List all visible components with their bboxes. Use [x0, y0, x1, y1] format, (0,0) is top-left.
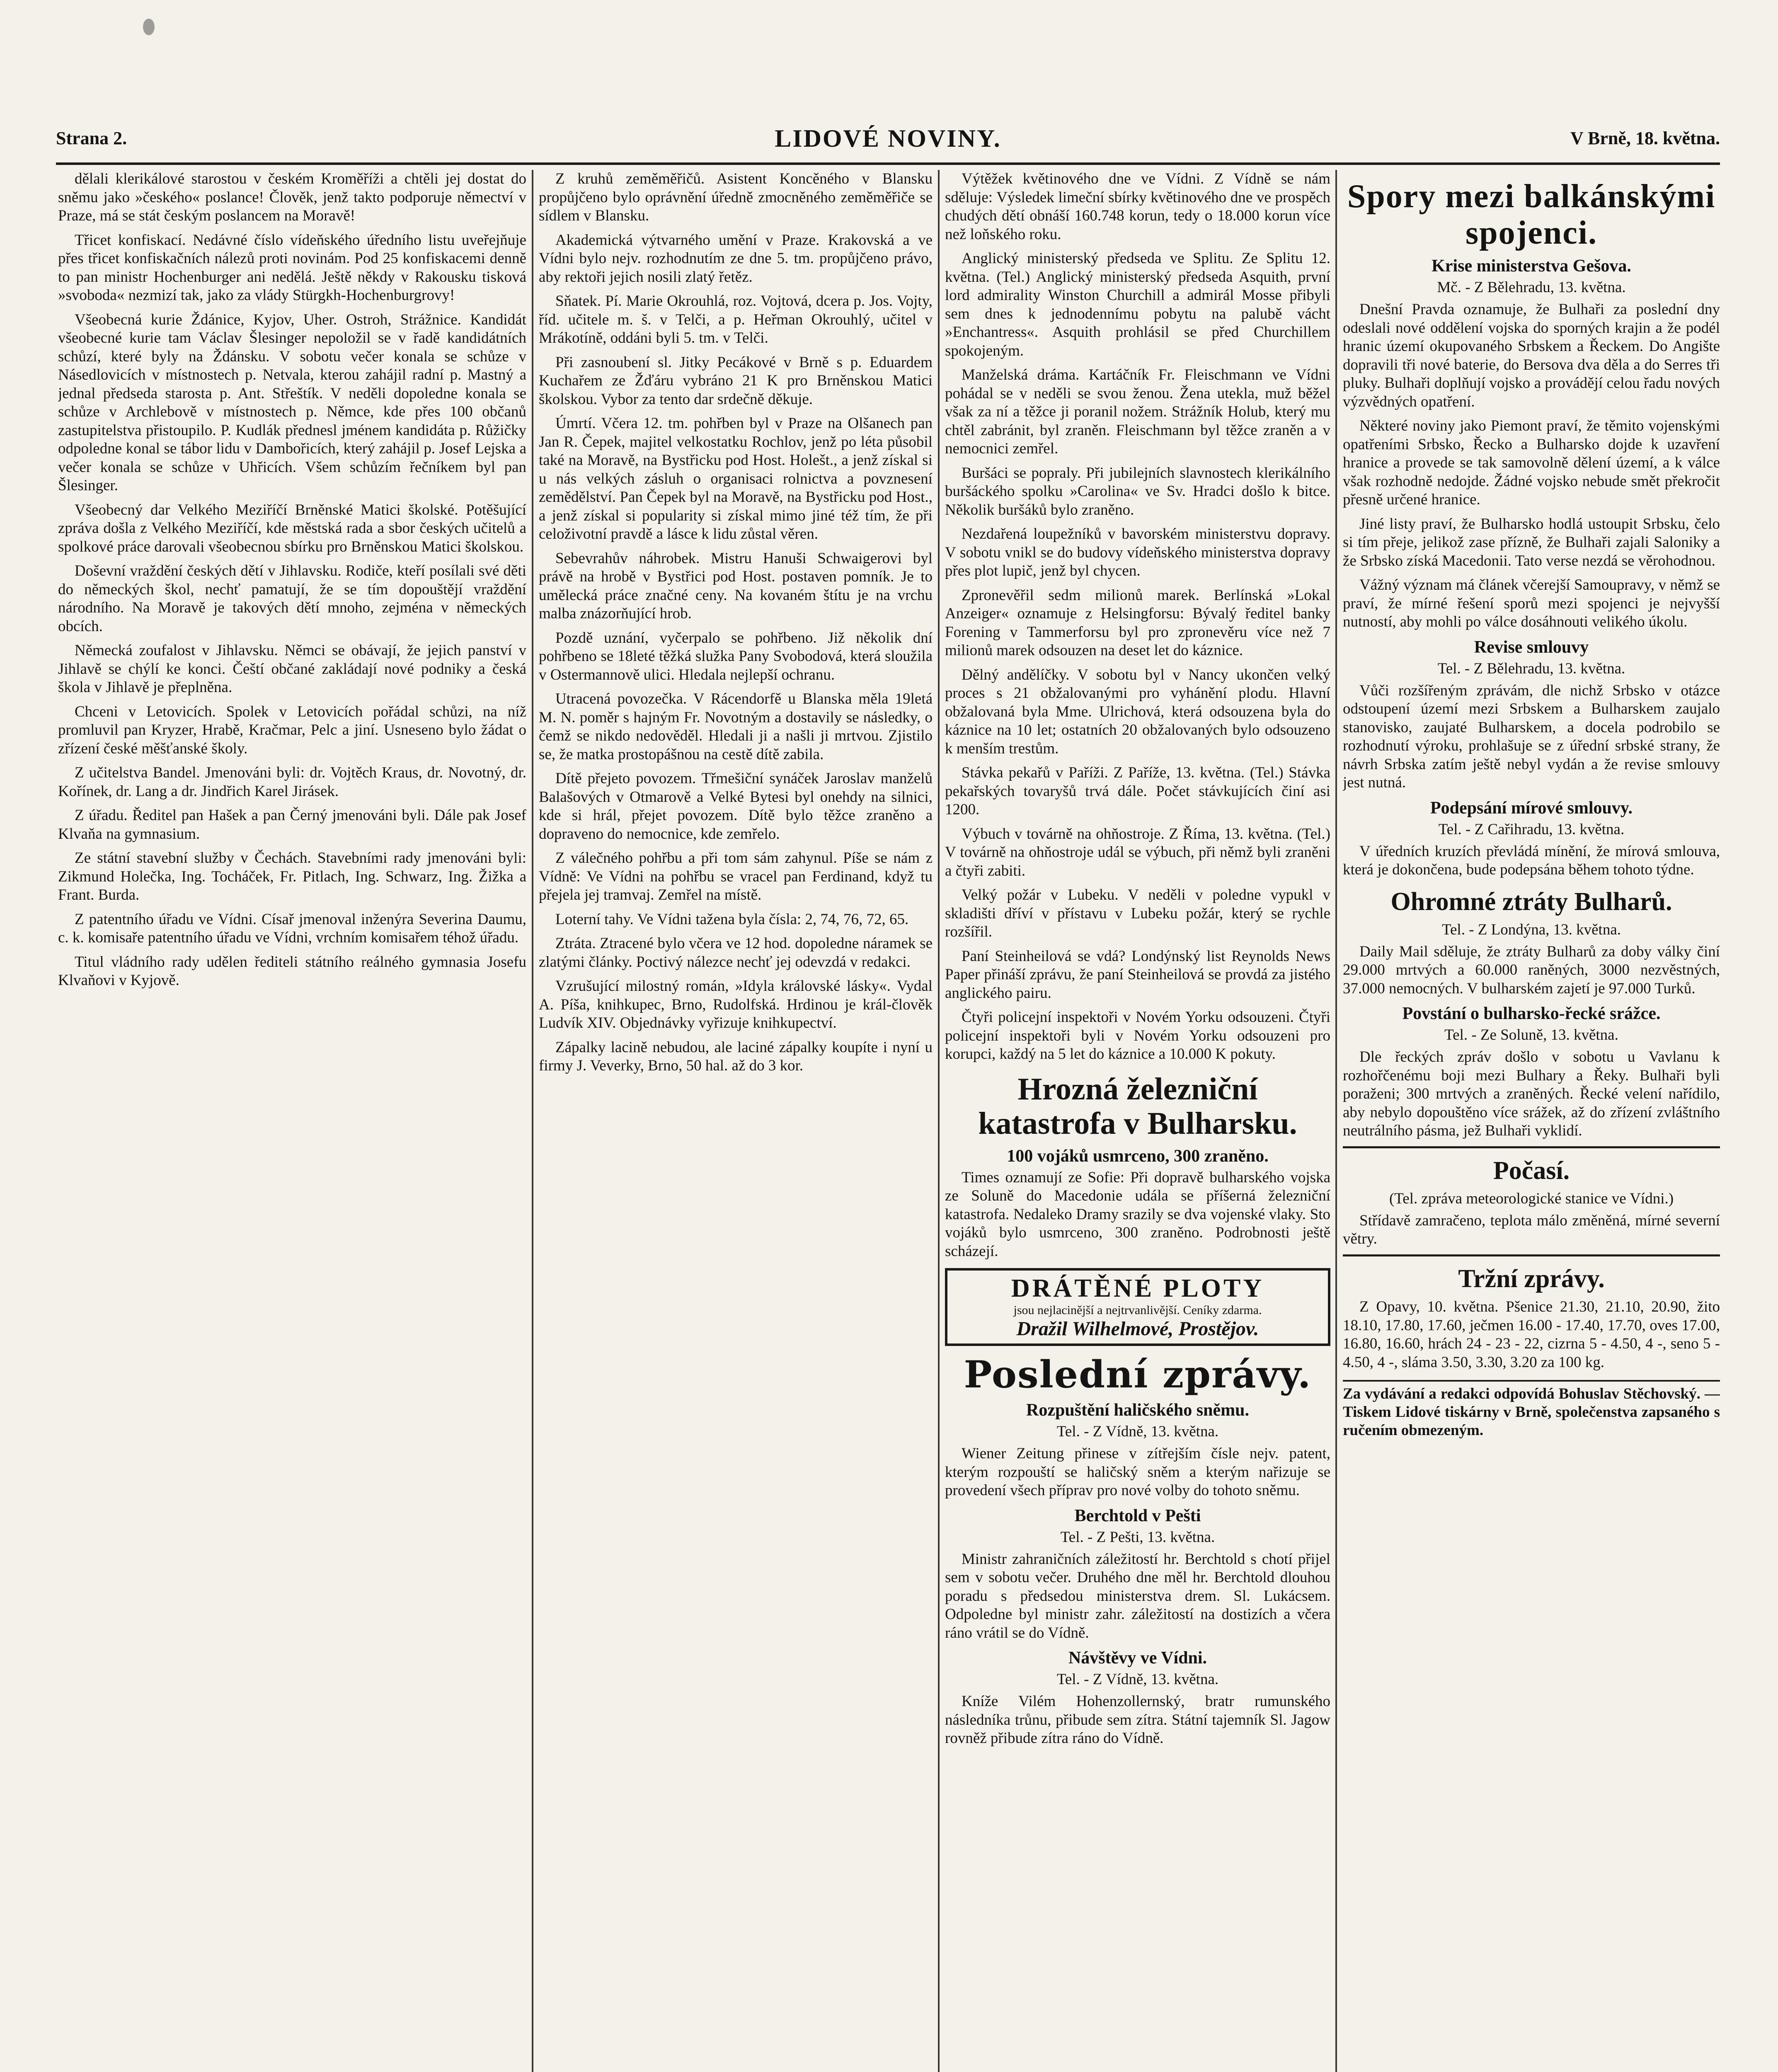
article-paragraph: Anglický ministerský předseda ve Splitu. Ze Splitu 12. května. (Tel.) Anglický ministerský předseda Asquith, první lord admirality Winston Churchill a admirál Mosse přibyli sem dnes k jednodennímu pobytu na palubě vácht »Enchantress«. Asquith prohlásil se před Churchillem spokojeným. [945, 250, 1330, 359]
masthead [56, 124, 1720, 164]
article-paragraph: Stávka pekařů v Paříži. Z Paříže, 13. května. (Tel.) Stávka pekařských tovaryšů trvá dále. Počet stávkujících činí asi 1200. [945, 764, 1330, 818]
news-head: Podepsání mírové smlouvy. [1430, 798, 1633, 818]
news-text: V úředních kruzích převládá mínění, že mírová smlouva, která je dokončena, bude podepsána během tohoto týdne. [1343, 842, 1720, 878]
article-paragraph: Všeobecná kurie Ždánice, Kyjov, Uher. Ostroh, Strážnice. Kandidát všeobecné kurie tam Václav Šlesinger nepoložil se v řadě kandidátních schůzí, které byly na Ždánsku. V sobotu večer konala se schůze v Násedlovicích v místnostech p. Netvala, kterou zahájil radní p. Mastný a jednal předseda starosta p. Ant. Střeštík. V neděli dopoledne konala se schůze v Archlebově v místnostech p. Němce, kde přes 100 občanů zastupitelstva přistoupilo. P. Kudlák přednesl jménem kandidáta p. Růžičky odpoledne konal se tábor lidu v Dambořicích, který zahájil p. Josef Lejska a večer konala se schůze v Uhřicích. Všem schůzím řečníkem byl pan Šlesinger. [58, 311, 526, 494]
weather-text: Střídavě zamračeno, teplota málo změněná, mírné severní větry. [1343, 1212, 1720, 1248]
news-item [945, 1506, 1330, 1643]
article-paragraph: dělali klerikálové starostou v českém Kroměříži a chtěli jej dostat do sněmu jako »českého« poslance! Člověk, jenž takto podporuje němectví v Praze, má se stát českým poslancem na Moravě! [58, 170, 526, 224]
latest-news-title: Poslední zprávy. [964, 1353, 1312, 1397]
article-paragraph: Z úřadu. Ředitel pan Hašek a pan Černý jmenováni byli. Dále pak Josef Klvaňa na gymnasium. [58, 807, 526, 842]
news-text: Dnešní Pravda oznamuje, že Bulhaři za poslední dny odeslali nové oddělení vojska do sporných krajin a že podél hranic území okupovaného Srbskem a Řeckem. Do Angište dopravili tři nové baterie, do Bersova dva děla a do Serres tři pluky. Bulhaři doplňují vojsko a provádějí celou řadu nových výzvědných opatření. [1343, 301, 1720, 410]
article-paragraph: Buršáci se popraly. Při jubilejních slavnostech klerikálního buršáckého spolku »Carolina« ve Sv. Hradci došlo k bitce. Několik buršáků bylo zraněno. [945, 464, 1330, 518]
article-paragraph: Dítě přejeto povozem. Třmešiční synáček Jaroslav manželů Balašových v Otmarově a Velké Bytesi byl onehdy na silnici, kde si hrál, přejet povozem. Dítě bylo těžce zraněno a dopraveno do nemocnice, kde zemřelo. [539, 770, 933, 842]
market-text: Z Opavy, 10. května. Pšenice 21.30, 21.10, 20.90, žito 18.10, 17.80, 17.60, ječmen 16.00 - 17.40, 17.70, oves 17.00, 16.80, 16.60, hrách 24 - 23 - 22, cizrna 5 - 4.50, 4 -, seno 5 - 4.50, 4 -, sláma 3.50, 3.30, 3.20 za 100 kg. [1343, 1298, 1720, 1371]
article-paragraph: Výtěžek květinového dne ve Vídni. Z Vídně se nám sděluje: Výsledek limeční sbírky květinového dne ve prospěch chudých dětí obnáší 160.748 korun, tedy o 18.000 korun více než loňského roku. [945, 170, 1330, 243]
article-paragraph: Z kruhů zeměměřičů. Asistent Koncěného v Blansku propůjčeno bylo oprávnění úředně zmocněného zeměměřiče se sídlem v Blansku. [539, 170, 933, 224]
weather-head: Počasí. [1493, 1156, 1570, 1185]
ad-text: jsou nejlacinější a nejtrvanlivější. Ceníky zdarma. [1013, 1303, 1262, 1317]
news-head-large: Ohromné ztráty Bulharů. [1390, 887, 1672, 916]
section-rule [1343, 1146, 1720, 1148]
news-text: Jiné listy praví, že Bulharsko hodlá ustoupit Srbsku, čelo si tím přeje, jelikož zase přízně, že Bulhaři zajali Saloniky a že Srbsko získá Macedonii. Tato verse nezdá se věrohodnou. [1343, 515, 1720, 569]
column-2 [539, 170, 933, 2072]
article-paragraph: Zápalky lacině nebudou, ale laciné zápalky koupíte i nyní u firmy J. Veverky, Brno, 50 hal. až do 3 kor. [539, 1038, 933, 1074]
page-label: Strana 2. [56, 128, 127, 148]
article-paragraph: Všeobecný dar Velkého Meziříčí Brněnské Matici školské. Potěšující zpráva došla z Velkého Meziříčí, kde městská rada a sbor českých učitelů a spolkové práce darovali všeobecnou sbírku pro Brněnskou Matici školskou. [58, 501, 526, 555]
article-paragraph: Sebevrahův náhrobek. Mistru Hanuši Schwaigerovi byl právě na hrobě v Bystřici pod Host. postaven pomník. Je to umělecká práce značné ceny. Na kovaném štítu je na vrchu malba znázorňující hrob. [539, 549, 933, 622]
column-3 [945, 170, 1330, 2072]
stain-mark [143, 19, 155, 35]
news-dateline: Tel. - Z Cařihradu, 13. května. [1438, 821, 1625, 838]
article-paragraph: Titul vládního rady udělen řediteli státního reálného gymnasia Josefu Klvaňovi v Kyjově. [58, 953, 526, 989]
article-paragraph: Ztráta. Ztracené bylo včera ve 12 hod. dopoledne náramek se zlatými články. Poctivý nálezce nechť jej odevzdá v redakci. [539, 935, 933, 971]
article-paragraph: Při zasnoubení sl. Jitky Pecákové v Brně s p. Eduardem Kuchařem ze Žďáru vybráno 21 K pro Brněnskou Matici školskou. Vybor za tento dar srdečně děkuje. [539, 353, 933, 408]
news-text: Kníže Vilém Hohenzollernský, bratr rumunského následníka trůnu, přibude sem zítra. Státní tajemník Sl. Jagow rovněž přibude zítra ráno do Vídně. [945, 1693, 1330, 1747]
weather-item [1343, 1157, 1720, 1249]
article-paragraph: Utracená povozečka. V Rácendorfě u Blanska měla 19letá M. N. poměr s hajným Fr. Novotným a dostavily se následky, o čemž se nikdo nedověděl. Hledali ji a našli ji mrtvou. Zjistilo se, že matka prostopášnou na cestě dítě zabila. [539, 690, 933, 763]
article-paragraph: Německá zoufalost v Jihlavsku. Němci se obávají, že jejich panství v Jihlavě se chýlí ke konci. Čeští občané zakládají nové podniky a česká škola v Jihlavě je přeplněna. [58, 642, 526, 696]
article-paragraph: Třicet konfiskací. Nedávné číslo vídeňského úředního listu uveřejňuje přes třicet konfiskačních nálezů proti novinám. Pod 25 konfiskacemi denně to pan ministr Hochenburger ani nedělá. Ještě někdy v Rakousku tisková »svoboda« nezmizí tak, jako za vlády Stürgkh-Hochenburgrovy! [58, 231, 526, 304]
news-dateline: Tel. - Z Bělehradu, 13. května. [1437, 660, 1625, 677]
article-paragraph: Manželská dráma. Kartáčník Fr. Fleischmann ve Vídni pohádal se v neděli se svou ženou. Žena utekla, muž běžel však za ní a těžce ji poranil nožem. Strážník Holub, který mu chtěl zabránit, byl zraněn. Fleischmann byl těžce zraněn a v nemocnici zemřel. [945, 366, 1330, 457]
section-rule [1343, 1254, 1720, 1256]
article-paragraph: Z válečného pohřbu a při tom sám zahynul. Píše se nám z Vídně: Ve Vídni na pohřbu se vracel pan Ferdinand, když tu přejela jej tramvaj. Zemřel na místě. [539, 850, 933, 903]
article-paragraph: Úmrtí. Včera 12. tm. pohřben byl v Praze na Olšanech pan Jan R. Čepek, majitel velkostatku Rochlov, jenž po léta působil také na Moravě, na Bystřicku pod Host. Holešt., a jenž získal si u nás velkých zásluh o organisaci rolnictva a povznesení zemědělství. Pan Čepek byl na Moravě, na Bystřicku pod Host., a jenž získal si popularity si získal mimo jiné též tím, že při celoživotní pravdě a lásce k lidu zůstal věren. [539, 415, 933, 542]
article-paragraph: Dělný andělíčky. V sobotu byl v Nancy ukončen velký proces s 21 obžalovanými pro vyhánění plodu. Hlavní obžalovaná byla Mme. Ulrichová, která odsouzena byla do káznice na 10 let; ostatních 20 obžalovaných bylo odsouzeno k menším trestům. [945, 666, 1330, 757]
news-item [1343, 256, 1720, 411]
news-dateline: Tel. - Z Vídně, 13. května. [1056, 1671, 1219, 1688]
news-dateline: Tel. - Z Vídně, 13. května. [1056, 1423, 1219, 1440]
news-item [945, 1648, 1330, 1748]
news-head: Revise smlouvy [1474, 637, 1589, 657]
news-item [1343, 888, 1720, 998]
article-paragraph: Doševní vraždění českých dětí v Jihlavsku. Rodiče, kteří posílali své děti do německých škol, nechť pamatují, že se tím dopouštějí vraždění národního. Na Moravě je takových dětí mnoho, zejména v německých obcích. [58, 562, 526, 635]
masthead-rule [56, 162, 1720, 165]
news-dateline: Tel. - Z Londýna, 13. května. [1441, 921, 1621, 938]
news-head: Berchtold v Pešti [1074, 1506, 1201, 1525]
column-divider [938, 170, 940, 2072]
article-paragraph: Z patentního úřadu ve Vídni. Císař jmenoval inženýra Severina Daumu, c. k. komisaře patentního úřadu ve Vídni, vrchním komisařem téhož úřadu. [58, 910, 526, 946]
imprint-note: Za vydávání a redakci odpovídá Bohuslav Stěchovský. — Tiskem Lidové tiskárny v Brně, společenstva zapsaného s ručením obmezeným. [1343, 1380, 1720, 1440]
article-paragraph: Zpronevěřil sedm milionů marek. Berlínská »Lokal Anzeiger« oznamuje z Helsingforsu: Bývalý ředitel banky Forening v Tammerforsu byl pro zpronevěru více než 7 milionů marek odsouzen na deset let do káznice. [945, 586, 1330, 659]
news-dateline: Tel. - Z Pešti, 13. května. [1060, 1528, 1215, 1546]
market-item [1343, 1265, 1720, 1372]
article-paragraph: Pozdě uznání, vyčerpalo se pohřbeno. Již několik dní pohřbeno se 18leté těžká služka Pany Svobodová, která sloužila v Ostermannově ulici. Hledala nejlepší ochranu. [539, 629, 933, 683]
issue-date: V Brně, 18. května. [1570, 128, 1720, 148]
advertisement-box [945, 1268, 1330, 1346]
ad-firm: Dražil Wilhelmové, Prostějov. [1016, 1318, 1259, 1340]
news-text: Ministr zahraničních záležitostí hr. Berchtold s chotí přijel sem v sobotu večer. Druhého dne měl hr. Berchtold dlouhou poradu s předsedou ministerstva drem. Sl. Lukácsem. Odpoledne byl ministr zahr. záležitostí na dostizích a včera ráno vrátil se do Vídně. [945, 1550, 1330, 1641]
article-paragraph: Times oznamují ze Sofie: Při dopravě bulharského vojska ze Soluně do Macedonie udála se příšerná železniční katastrofa. Nedaleko Dramy srazily se dva vojenské vlaky. Sto vojáků bylo usmrceno, 300 zraněno. Podrobnosti ještě scházejí. [945, 1169, 1330, 1260]
column-4 [1343, 170, 1720, 2072]
news-text: Vážný význam má článek včerejší Samoupravy, v němž se praví, že mírné řešení sporů mezi spojenci je nejvyšší nutností, aby mohli po válce dosáhnouti velikého úkolu. [1343, 576, 1720, 630]
news-head: Rozpuštění haličského sněmu. [1026, 1401, 1249, 1420]
column-divider [1335, 170, 1337, 2072]
news-item [945, 1400, 1330, 1500]
article-paragraph: Z učitelstva Bandel. Jmenováni byli: dr. Vojtěch Kraus, dr. Novotný, dr. Kořínek, dr. Lang a dr. Jindřich Karel Jirásek. [58, 764, 526, 800]
article-paragraph: Chceni v Letovicích. Spolek v Letovicích pořádal schůzi, na níž promluvil pan Kryzer, Hrabě, Kračmar, Pelc a jiní. Usneseno bylo žádat o zřízení české měšťanské školy. [58, 703, 526, 757]
news-item [1343, 798, 1720, 879]
headline-rail-disaster: Hrozná železniční katastrofa v Bulharsku. [978, 1071, 1297, 1141]
news-text: Vůči rozšířeným zprávám, dle nichž Srbsko v otázce odstoupení území mezi Srbskem a Bulharskem zaujalo stanovisko, zaujaté Bulharskem, a docela podrobilo se rozhodnutí výroku, prohlašuje se z úřední srbské strany, že návrh Srbska zatím ještě nebyl vydán a že revise smlouvy jest nutná. [1343, 682, 1720, 791]
news-head: Návštěvy ve Vídni. [1068, 1648, 1207, 1668]
article-paragraph: Akademická výtvarného umění v Praze. Krakovská a ve Vídni bylo nejv. rozhodnutím ze dne 5. tm. propůjčeno právo, aby rektoři jejich nosili zlatý řetěz. [539, 231, 933, 286]
newspaper-title: LIDOVÉ NOVINY. [775, 125, 1001, 152]
ad-title: DRÁTĚNÉ PLOTY [1011, 1274, 1264, 1303]
headline-balkan-disputes: Spory mezi balkánskými spojenci. [1347, 178, 1716, 251]
news-text: Dle řeckých zpráv došlo v sobotu u Vavlanu k rozhořčenému boji mezi Bulhary a Řeky. Bulhaři byli poraženi; 300 mrtvých a zraněných. Řecké velení nařídilo, aby nebylo dopouštěno více srážek, až do zřízení zvláštního neutrálního pásma, jež Bulhaři vyklidí. [1343, 1048, 1720, 1140]
news-text: Wiener Zeitung přinese v zítřejším čísle nejv. patent, kterým rozpouští se haličský sněm a kterým nařizuje se provedení všech příprav pro nové volby do tohoto sněmu. [945, 1445, 1330, 1499]
article-paragraph: Paní Steinheilová se vdá? Londýnský list Reynolds News Paper přináší zprávu, že paní Steinheilová se provdá za jistého anglického pairu. [945, 947, 1330, 1002]
news-head: Krise ministerstva Gešova. [1432, 257, 1631, 276]
news-dateline: Tel. - Ze Soluně, 13. května. [1444, 1026, 1618, 1044]
news-dateline: Mč. - Z Bělehradu, 13. května. [1437, 279, 1626, 296]
market-head: Tržní zprávy. [1458, 1264, 1605, 1293]
news-item [1343, 1004, 1720, 1140]
column-1 [58, 170, 526, 2072]
article-paragraph: Nezdařená loupežníků v bavorském ministerstvu dopravy. V sobotu vnikl se do budovy vídeňského ministerstva dopravy přes plot lupič, jenž byl chycen. [945, 525, 1330, 579]
article-paragraph: Čtyři policejní inspektoři v Novém Yorku odsouzeni. Čtyři policejní inspektoři byli v Novém Yorku odsouzeni pro korupci, každý na 5 let do káznice a 10.000 K pokuty. [945, 1009, 1330, 1063]
column-divider [532, 170, 533, 2072]
article-paragraph: Vzrušující milostný román, »Idyla královské lásky«. Vydal A. Píša, knihkupec, Brno, Rudolfská. Hrdinou je král-člověk Ludvík XIV. Objednávky vyřizuje knihkupectví. [539, 978, 933, 1031]
article-paragraph: Sňatek. Pí. Marie Okrouhlá, roz. Vojtová, dcera p. Jos. Vojty, říd. učitele m. š. v Telči, a p. Heřman Okrouhlý, učitel v Mrákotíně, oddáni byli 5. tm. v Telči. [539, 293, 933, 346]
news-text: Daily Mail sděluje, že ztráty Bulharů za doby války činí 29.000 mrtvých a 60.000 raněných, 3000 nezvěstných, 37.000 nemocných. V bulharském zajetí je 97.000 Turků. [1343, 943, 1720, 997]
article-paragraph: Velký požár v Lubeku. V neděli v poledne vypukl v skladišti dříví v přístavu v Lubeku požár, který se rychle rozšířil. [945, 886, 1330, 940]
news-text: Některé noviny jako Piemont praví, že těmito vojenskými opatřeními Srbsko, Řecko a Bulharsko dojde k uzavření hranice a provede se tak samovolně dělení území, a k válce však rozhodně nedojde. Žádné vojsko nebude smět překročit přesně určené hranice. [1343, 417, 1720, 508]
weather-source: (Tel. zpráva meteorologické stanice ve Vídni.) [1389, 1190, 1674, 1207]
news-head: Povstání o bulharsko-řecké srážce. [1402, 1004, 1661, 1024]
article-paragraph: Výbuch v továrně na ohňostroje. Z Říma, 13. května. (Tel.) V továrně na ohňostroje udál se výbuch, při němž byli zraněni a čtyři zabiti. [945, 825, 1330, 879]
subheadline: 100 vojáků usmrceno, 300 zraněno. [1007, 1146, 1269, 1166]
article-paragraph: Ze státní stavební služby v Čechách. Stavebními rady jmenováni byli: Zikmund Holečka, Ing. Tocháček, Fr. Pitlach, Ing. Schwarz, Ing. Žižka a Frant. Burda. [58, 850, 526, 903]
news-item [1343, 637, 1720, 792]
article-paragraph: Loterní tahy. Ve Vídni tažena byla čísla: 2, 74, 76, 72, 65. [555, 910, 909, 928]
